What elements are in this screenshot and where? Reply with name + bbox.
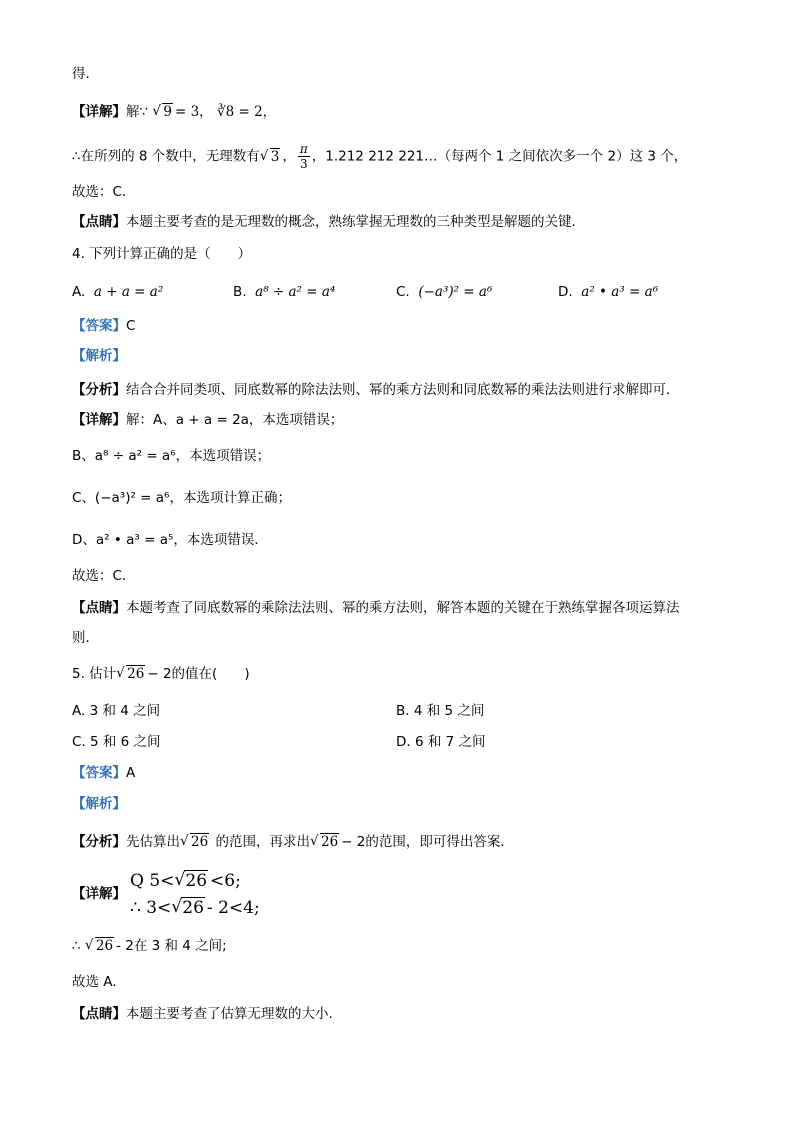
detail-tag: 【详解】 (72, 412, 126, 428)
remark-tag: 【点睛】 (72, 600, 126, 616)
text: 本题考查了同底数幂的乘除法法则、幂的乘方法则，解答本题的关键在于熟练掌握各项运算法 (126, 600, 680, 616)
text: ∛8 = 2， (216, 104, 277, 120)
text-line: D、a² • a³ = a⁵，本选项错误． (72, 532, 268, 548)
question-title (72, 664, 250, 684)
option-c: C. 5 和 6 之间 (72, 734, 161, 750)
text: − 2的值在( ) (147, 666, 250, 682)
text: - 2在 3 和 4 之间; (116, 938, 227, 954)
remark-line (72, 598, 680, 618)
text: 先估算出 (126, 834, 180, 850)
text-line: 故选 A. (72, 974, 117, 990)
analysis-tag: 【分析】 (72, 382, 126, 398)
option-c: C. (−a³)² = a⁶ (396, 284, 493, 300)
text-line: 故选：C． (72, 184, 136, 200)
sqrt-expression: √ 9 (152, 102, 173, 122)
text: 解∵ (126, 104, 149, 120)
text: ∴在所列的 8 个数中，无理数有 (72, 148, 260, 165)
option-d: D. 6 和 7 之间 (396, 734, 486, 750)
text-line: 故选：C． (72, 568, 136, 584)
analysis-heading: 【解析】 (72, 348, 126, 364)
analysis-heading: 【解析】 (72, 796, 126, 812)
option-a: A. 3 和 4 之间 (72, 703, 161, 719)
remark-line (72, 1004, 333, 1024)
remark-line (72, 212, 585, 232)
sqrt-expression: √ 26 (85, 936, 114, 956)
remark-tag: 【点睛】 (72, 214, 126, 230)
answer-value: A (126, 765, 136, 781)
text: ， (282, 148, 296, 165)
option-a: A. a + a = a² (72, 284, 164, 300)
detail-line (72, 410, 343, 430)
text-line: C、(−a³)² = a⁶，本选项计算正确； (72, 490, 291, 506)
question-title: 4. 下列计算正确的是（ ） (72, 246, 252, 262)
remark-tag: 【点睛】 (72, 1006, 126, 1022)
answer-value: C (126, 318, 136, 334)
text-line: 得． (72, 66, 99, 82)
conclusion-line (72, 936, 227, 956)
detail-line (72, 102, 276, 122)
option-b: B. 4 和 5 之间 (396, 703, 485, 719)
text: 本题主要考查了估算无理数的大小. (126, 1006, 333, 1022)
sqrt-expression: √ 26 (180, 832, 209, 852)
answer-line (72, 763, 135, 783)
fraction: $\frac{\pi}{3}$ (299, 142, 308, 171)
text: 5. 估计 (72, 666, 117, 682)
text-line (72, 142, 687, 171)
option-b: B. a⁸ ÷ a² = a⁴ (233, 284, 336, 300)
text: = 3， (174, 104, 213, 120)
detail-tag: 【详解】 (72, 104, 126, 120)
analysis-line (72, 380, 680, 400)
answer-line (72, 316, 135, 336)
option-d: D. a² • a³ = a⁶ (558, 284, 659, 300)
detail-tag-line (72, 884, 126, 904)
math-step: ∴ 3<√ 26 - 2<4; (130, 898, 260, 919)
text: 解：A、a + a = 2a，本选项错误； (126, 412, 344, 428)
detail-tag: 【详解】 (72, 886, 126, 902)
text: 本题主要考查的是无理数的概念，熟练掌握无理数的三种类型是解题的关键． (126, 214, 585, 230)
sqrt-expression: √ 26 (174, 871, 208, 891)
sqrt-expression: √ 3 (260, 147, 281, 167)
analysis-tag: 【分析】 (72, 834, 126, 850)
text: 结合合并同类项、同底数幂的除法法则、幂的乘方法则和同底数幂的乘法法则进行求解即可． (126, 382, 680, 398)
answer-tag: 【答案】 (72, 765, 126, 781)
text-line: B、a⁸ ÷ a² = a⁶，本选项错误； (72, 448, 271, 464)
text: ，1.212 212 221…（每两个 1 之间依次多一个 2）这 3 个， (311, 148, 688, 165)
sqrt-expression: √ 26 (310, 832, 339, 852)
sqrt-expression: √ 26 (116, 664, 145, 684)
analysis-line (72, 832, 505, 852)
text-line: 则． (72, 630, 99, 646)
text: − 2的范围，即可得出答案. (341, 834, 505, 850)
answer-tag: 【答案】 (72, 318, 126, 334)
sqrt-expression: √ 26 (171, 898, 205, 918)
text: 的范围，再求出 (215, 834, 310, 850)
math-step: Q 5<√ 26 <6; (130, 871, 241, 892)
text: ∴ (72, 938, 81, 954)
